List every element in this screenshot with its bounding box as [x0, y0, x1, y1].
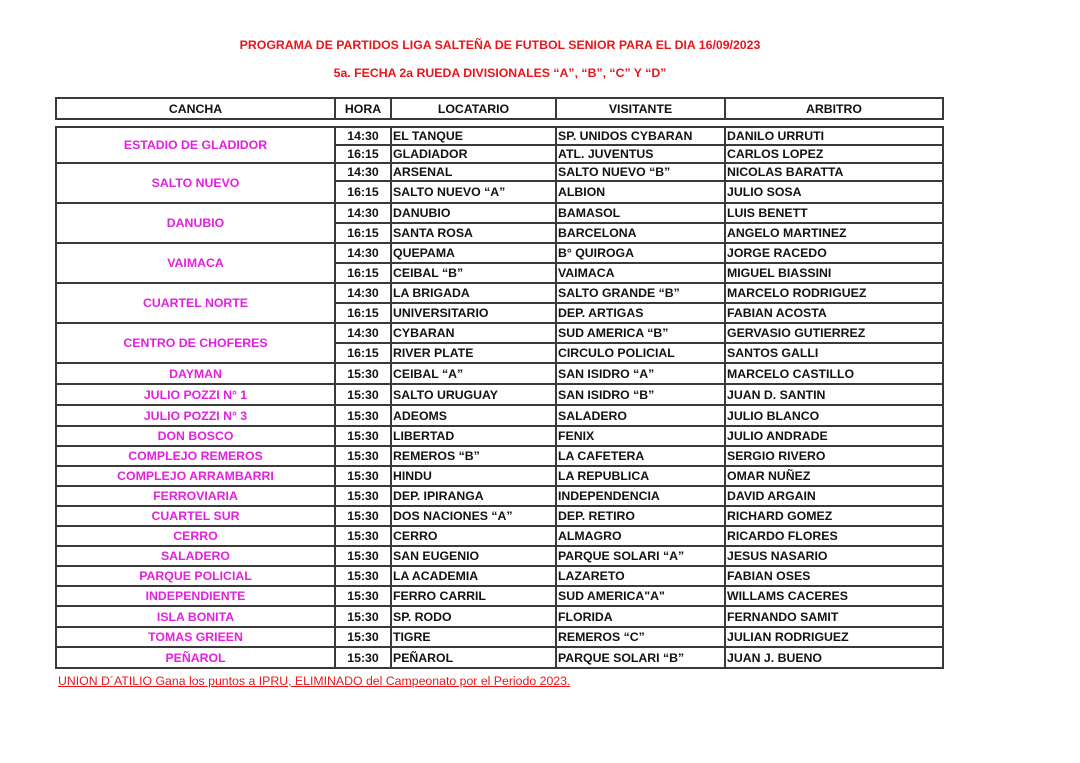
- cell-locatario: LIBERTAD: [391, 426, 556, 446]
- table-row: [56, 405, 943, 426]
- cell-visitante: ALBION: [556, 181, 725, 203]
- cell-hora: 16:15: [335, 223, 391, 243]
- cell-visitante: FLORIDA: [556, 606, 725, 627]
- cell-locatario: DEP. IPIRANGA: [391, 486, 556, 506]
- cell-visitante: INDEPENDENCIA: [556, 486, 725, 506]
- cell-visitante: SALTO GRANDE “B”: [556, 283, 725, 303]
- table-row: [56, 323, 943, 343]
- table-row: [56, 127, 943, 145]
- cell-hora: 15:30: [335, 486, 391, 506]
- cell-locatario: CEIBAL “B”: [391, 263, 556, 283]
- cell-arbitro: JULIO BLANCO: [725, 405, 943, 426]
- header-locatario: LOCATARIO: [391, 98, 556, 119]
- cell-visitante: VAIMACA: [556, 263, 725, 283]
- cell-arbitro: FERNANDO SAMIT: [725, 606, 943, 627]
- cell-locatario: CYBARAN: [391, 323, 556, 343]
- cell-hora: 15:30: [335, 586, 391, 606]
- cell-cancha: SALTO NUEVO: [56, 163, 335, 203]
- footnote: UNION D´ATILIO Gana los puntos a IPRU, ELIMINADO del Campeonato por el Periodo 2023.: [58, 674, 571, 688]
- cell-cancha: INDEPENDIENTE: [56, 586, 335, 606]
- cell-arbitro: JULIO SOSA: [725, 181, 943, 203]
- cell-visitante: REMEROS “C”: [556, 627, 725, 647]
- cell-hora: 15:30: [335, 426, 391, 446]
- cell-arbitro: JORGE RACEDO: [725, 243, 943, 263]
- cell-visitante: SUD AMERICA “B”: [556, 323, 725, 343]
- cell-hora: 15:30: [335, 526, 391, 546]
- cell-locatario: ARSENAL: [391, 163, 556, 181]
- cell-cancha: JULIO POZZI N° 3: [56, 405, 335, 426]
- cell-locatario: HINDU: [391, 466, 556, 486]
- cell-locatario: UNIVERSITARIO: [391, 303, 556, 323]
- cell-cancha: FERROVIARIA: [56, 486, 335, 506]
- cell-locatario: LA ACADEMIA: [391, 566, 556, 586]
- cell-visitante: SALADERO: [556, 405, 725, 426]
- cell-locatario: EL TANQUE: [391, 127, 556, 145]
- cell-arbitro: GERVASIO GUTIERREZ: [725, 323, 943, 343]
- cell-arbitro: MIGUEL BIASSINI: [725, 263, 943, 283]
- cell-hora: 15:30: [335, 546, 391, 566]
- cell-hora: 14:30: [335, 283, 391, 303]
- cell-visitante: LA REPUBLICA: [556, 466, 725, 486]
- cell-visitante: CIRCULO POLICIAL: [556, 343, 725, 363]
- table-row: [56, 446, 943, 466]
- cell-locatario: QUEPAMA: [391, 243, 556, 263]
- cell-cancha: CUARTEL SUR: [56, 506, 335, 526]
- cell-hora: 16:15: [335, 145, 391, 163]
- cell-visitante: SAN ISIDRO “A”: [556, 363, 725, 384]
- header-visitante: VISITANTE: [556, 98, 725, 119]
- cell-locatario: SANTA ROSA: [391, 223, 556, 243]
- cell-cancha: CERRO: [56, 526, 335, 546]
- cell-locatario: SP. RODO: [391, 606, 556, 627]
- cell-arbitro: MARCELO CASTILLO: [725, 363, 943, 384]
- table-row: [56, 283, 943, 303]
- cell-visitante: PARQUE SOLARI “A”: [556, 546, 725, 566]
- cell-arbitro: CARLOS LOPEZ: [725, 145, 943, 163]
- cell-arbitro: JUAN D. SANTIN: [725, 384, 943, 405]
- header-cancha: CANCHA: [56, 98, 335, 119]
- cell-visitante: PARQUE SOLARI “B”: [556, 647, 725, 668]
- cell-arbitro: JESUS NASARIO: [725, 546, 943, 566]
- cell-arbitro: RICHARD GOMEZ: [725, 506, 943, 526]
- cell-arbitro: ANGELO MARTINEZ: [725, 223, 943, 243]
- table-row: [56, 243, 943, 263]
- cell-locatario: FERRO CARRIL: [391, 586, 556, 606]
- table-row: [56, 566, 943, 586]
- schedule-table: [55, 126, 944, 669]
- table-row: [56, 506, 943, 526]
- cell-arbitro: FABIAN OSES: [725, 566, 943, 586]
- table-row: [56, 586, 943, 606]
- table-row: [56, 163, 943, 181]
- cell-hora: 15:30: [335, 363, 391, 384]
- table-row: [56, 526, 943, 546]
- cell-hora: 15:30: [335, 466, 391, 486]
- cell-arbitro: JULIAN RODRIGUEZ: [725, 627, 943, 647]
- cell-hora: 16:15: [335, 303, 391, 323]
- cell-arbitro: OMAR NUÑEZ: [725, 466, 943, 486]
- cell-cancha: COMPLEJO ARRAMBARRI: [56, 466, 335, 486]
- cell-arbitro: LUIS BENETT: [725, 203, 943, 223]
- cell-visitante: BARCELONA: [556, 223, 725, 243]
- cell-cancha: DAYMAN: [56, 363, 335, 384]
- cell-hora: 15:30: [335, 384, 391, 405]
- cell-arbitro: WILLAMS CACERES: [725, 586, 943, 606]
- cell-locatario: SAN EUGENIO: [391, 546, 556, 566]
- cell-hora: 15:30: [335, 647, 391, 668]
- cell-cancha: COMPLEJO REMEROS: [56, 446, 335, 466]
- cell-visitante: SALTO NUEVO “B”: [556, 163, 725, 181]
- cell-locatario: GLADIADOR: [391, 145, 556, 163]
- cell-locatario: DANUBIO: [391, 203, 556, 223]
- cell-cancha: DANUBIO: [56, 203, 335, 243]
- cell-cancha: ISLA BONITA: [56, 606, 335, 627]
- table-row: [56, 606, 943, 627]
- cell-arbitro: MARCELO RODRIGUEZ: [725, 283, 943, 303]
- cell-locatario: SALTO NUEVO “A”: [391, 181, 556, 203]
- cell-hora: 14:30: [335, 163, 391, 181]
- cell-arbitro: DANILO URRUTI: [725, 127, 943, 145]
- document-subtitle: 5a. FECHA 2a RUEDA DIVISIONALES “A”, “B”, “C” Y “D”: [333, 66, 667, 80]
- cell-hora: 15:30: [335, 506, 391, 526]
- cell-locatario: TIGRE: [391, 627, 556, 647]
- cell-cancha: CUARTEL NORTE: [56, 283, 335, 323]
- cell-locatario: CERRO: [391, 526, 556, 546]
- schedule-header: [55, 97, 944, 120]
- cell-visitante: LA CAFETERA: [556, 446, 725, 466]
- cell-visitante: DEP. ARTIGAS: [556, 303, 725, 323]
- cell-locatario: CEIBAL “A”: [391, 363, 556, 384]
- cell-hora: 16:15: [335, 343, 391, 363]
- cell-hora: 15:30: [335, 627, 391, 647]
- cell-visitante: FENIX: [556, 426, 725, 446]
- cell-visitante: ALMAGRO: [556, 526, 725, 546]
- cell-arbitro: JULIO ANDRADE: [725, 426, 943, 446]
- cell-cancha: PEÑAROL: [56, 647, 335, 668]
- cell-hora: 14:30: [335, 203, 391, 223]
- cell-visitante: DEP. RETIRO: [556, 506, 725, 526]
- cell-hora: 15:30: [335, 405, 391, 426]
- cell-hora: 14:30: [335, 243, 391, 263]
- header-hora: HORA: [335, 98, 391, 119]
- cell-visitante: B° QUIROGA: [556, 243, 725, 263]
- cell-arbitro: SANTOS GALLI: [725, 343, 943, 363]
- cell-visitante: SUD AMERICA"A": [556, 586, 725, 606]
- cell-locatario: PEÑAROL: [391, 647, 556, 668]
- cell-locatario: ADEOMS: [391, 405, 556, 426]
- table-row: [56, 466, 943, 486]
- table-row: [56, 647, 943, 668]
- cell-arbitro: SERGIO RIVERO: [725, 446, 943, 466]
- cell-arbitro: RICARDO FLORES: [725, 526, 943, 546]
- cell-locatario: RIVER PLATE: [391, 343, 556, 363]
- cell-cancha: DON BOSCO: [56, 426, 335, 446]
- cell-cancha: PARQUE POLICIAL: [56, 566, 335, 586]
- table-row: [56, 627, 943, 647]
- table-row: [56, 546, 943, 566]
- cell-cancha: ESTADIO DE GLADIDOR: [56, 127, 335, 163]
- cell-hora: 16:15: [335, 263, 391, 283]
- cell-locatario: LA BRIGADA: [391, 283, 556, 303]
- cell-cancha: SALADERO: [56, 546, 335, 566]
- cell-cancha: TOMAS GRIEEN: [56, 627, 335, 647]
- cell-cancha: JULIO POZZI N° 1: [56, 384, 335, 405]
- cell-arbitro: JUAN J. BUENO: [725, 647, 943, 668]
- cell-locatario: SALTO URUGUAY: [391, 384, 556, 405]
- table-row: [56, 203, 943, 223]
- cell-visitante: ATL. JUVENTUS: [556, 145, 725, 163]
- table-row: [56, 363, 943, 384]
- cell-locatario: DOS NACIONES “A”: [391, 506, 556, 526]
- cell-cancha: VAIMACA: [56, 243, 335, 283]
- table-row: [56, 384, 943, 405]
- cell-visitante: LAZARETO: [556, 566, 725, 586]
- cell-hora: 15:30: [335, 446, 391, 466]
- cell-locatario: REMEROS “B”: [391, 446, 556, 466]
- cell-hora: 14:30: [335, 323, 391, 343]
- cell-hora: 14:30: [335, 127, 391, 145]
- cell-hora: 15:30: [335, 606, 391, 627]
- header-arbitro: ARBITRO: [725, 98, 943, 119]
- cell-hora: 15:30: [335, 566, 391, 586]
- cell-visitante: BAMASOL: [556, 203, 725, 223]
- table-row: [56, 486, 943, 506]
- cell-cancha: CENTRO DE CHOFERES: [56, 323, 335, 363]
- cell-arbitro: DAVID ARGAIN: [725, 486, 943, 506]
- cell-arbitro: FABIAN ACOSTA: [725, 303, 943, 323]
- cell-visitante: SAN ISIDRO “B”: [556, 384, 725, 405]
- cell-arbitro: NICOLAS BARATTA: [725, 163, 943, 181]
- document-title: PROGRAMA DE PARTIDOS LIGA SALTEÑA DE FUTBOL SENIOR PARA EL DIA 16/09/2023: [239, 38, 761, 52]
- cell-visitante: SP. UNIDOS CYBARAN: [556, 127, 725, 145]
- table-row: [56, 426, 943, 446]
- cell-hora: 16:15: [335, 181, 391, 203]
